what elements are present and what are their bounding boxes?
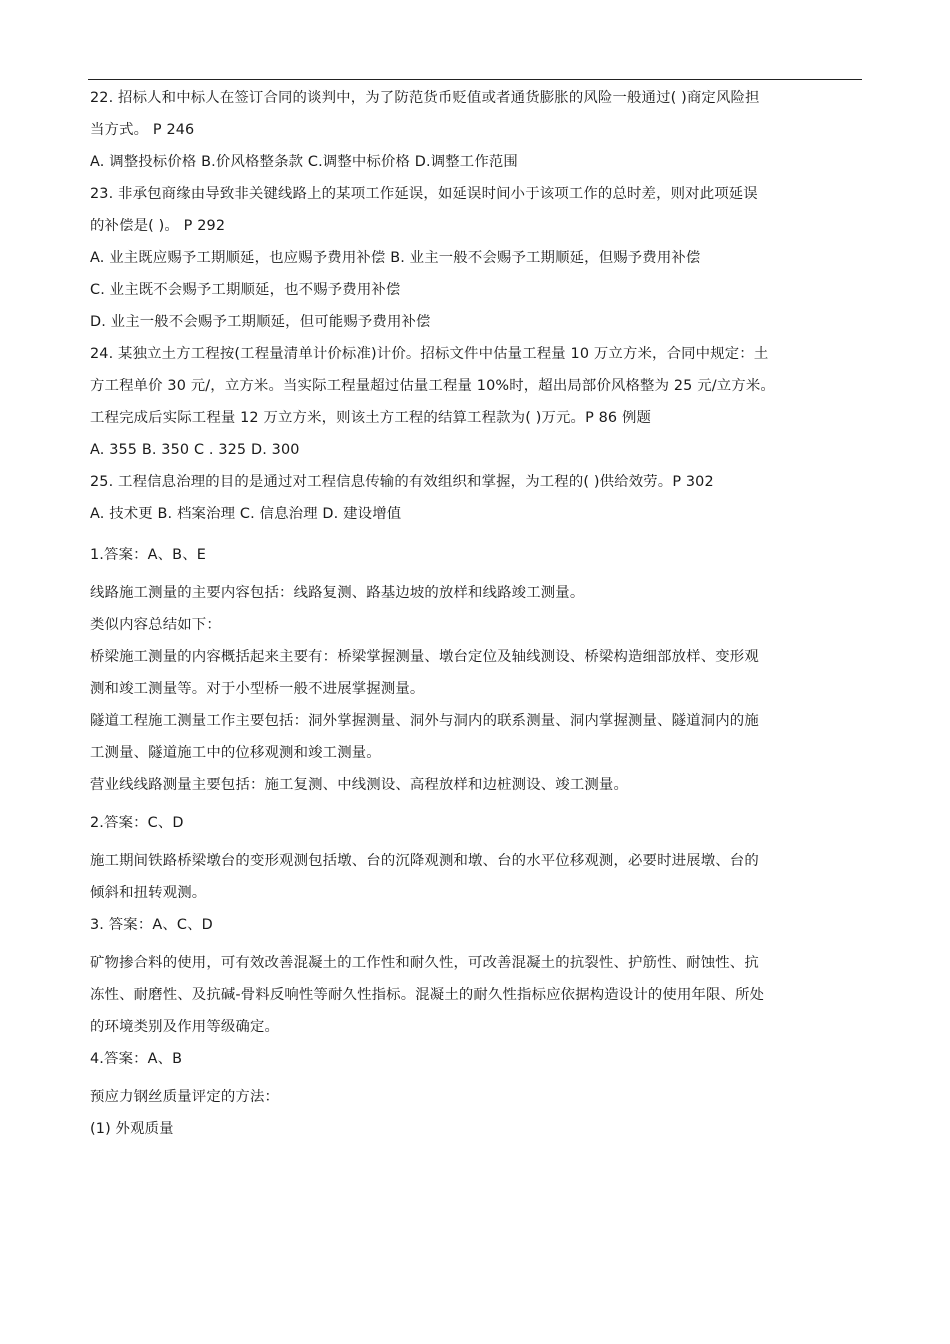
q22-options: A. 调整投标价格 B.价风格整条款 C.调整中标价格 D.调整工作范围 (90, 154, 518, 170)
answer-1-paragraph-4b: 工测量、隧道施工中的位移观测和竣工测量。 (90, 745, 381, 761)
q22-text-line1: 22. 招标人和中标人在签订合同的谈判中，为了防范货币贬值或者通货膨胀的风险一般通过( )商定风险担 (90, 90, 760, 106)
answer-2-paragraph-1a: 施工期间铁路桥梁墩台的变形观测包括墩、台的沉降观测和墩、台的水平位移观测，必要时进展墩、台的 (90, 853, 759, 869)
q24-text-line2: 方工程单价 30 元/，立方米。当实际工程量超过估量工程量 10%时，超出局部价风格整为 25 元/立方米。 (90, 378, 775, 394)
q24-options: A. 355 B. 350 C . 325 D. 300 (90, 442, 300, 458)
answer-2-label: 2.答案：C、D (90, 815, 184, 831)
answer-1-paragraph-3a: 桥梁施工测量的内容概括起来主要有：桥梁掌握测量、墩台定位及轴线测设、桥梁构造细部放样、变形观 (90, 649, 759, 665)
answer-3-paragraph-1b: 冻性、耐磨性、及抗碱-骨料反响性等耐久性指标。混凝土的耐久性指标应依据构造设计的使用年限、所处 (90, 987, 765, 1003)
q23-option-d: D. 业主一般不会赐予工期顺延，但可能赐予费用补偿 (90, 314, 431, 330)
answer-4-paragraph-2: (1) 外观质量 (90, 1121, 174, 1137)
answer-3-paragraph-1a: 矿物掺合料的使用，可有效改善混凝土的工作性和耐久性，可改善混凝土的抗裂性、护筋性、耐蚀性、抗 (90, 955, 759, 971)
header-rule (88, 79, 862, 80)
answer-4-label: 4.答案：A、B (90, 1051, 183, 1067)
q25-options: A. 技术更 B. 档案治理 C. 信息治理 D. 建设增值 (90, 506, 402, 522)
q24-text-line3: 工程完成后实际工程量 12 万立方米，则该土方工程的结算工程款为( )万元。P 86 例题 (90, 410, 652, 426)
answer-3-label: 3. 答案：A、C、D (90, 917, 213, 933)
q22-text-line2: 当方式。 P 246 (90, 122, 195, 138)
q24-text-line1: 24. 某独立土方工程按(工程量清单计价标准)计价。招标文件中估量工程量 10 万立方米，合同中规定：土 (90, 346, 769, 362)
answer-2-paragraph-1b: 倾斜和扭转观测。 (90, 885, 207, 901)
answer-1-paragraph-1: 线路施工测量的主要内容包括：线路复测、路基边坡的放样和线路竣工测量。 (90, 585, 585, 601)
q25-text-line1: 25. 工程信息治理的目的是通过对工程信息传输的有效组织和掌握，为工程的( )供给效劳。P 302 (90, 474, 714, 490)
q23-option-c: C. 业主既不会赐予工期顺延，也不赐予费用补偿 (90, 282, 401, 298)
document-body (90, 82, 870, 1145)
q23-text-line2: 的补偿是( )。 P 292 (90, 218, 226, 234)
answer-1-paragraph-3b: 测和竣工测量等。对于小型桥一般不进展掌握测量。 (90, 681, 425, 697)
answer-4-paragraph-1: 预应力钢丝质量评定的方法： (90, 1089, 280, 1105)
answer-1-paragraph-5: 营业线线路测量主要包括：施工复测、中线测设、高程放样和边桩测设、竣工测量。 (90, 777, 629, 793)
answer-1-paragraph-2: 类似内容总结如下： (90, 617, 221, 633)
q23-text-line1: 23. 非承包商缘由导致非关键线路上的某项工作延误，如延误时间小于该项工作的总时差，则对此项延误 (90, 186, 758, 202)
answer-1-label: 1.答案：A、B、E (90, 547, 206, 563)
q23-option-ab: A. 业主既应赐予工期顺延，也应赐予费用补偿 B. 业主一般不会赐予工期顺延，但赐予费用补偿 (90, 250, 701, 266)
answer-3-paragraph-1c: 的环境类别及作用等级确定。 (90, 1019, 280, 1035)
answer-1-paragraph-4a: 隧道工程施工测量工作主要包括：洞外掌握测量、洞外与洞内的联系测量、洞内掌握测量、隧道洞内的施 (90, 713, 759, 729)
